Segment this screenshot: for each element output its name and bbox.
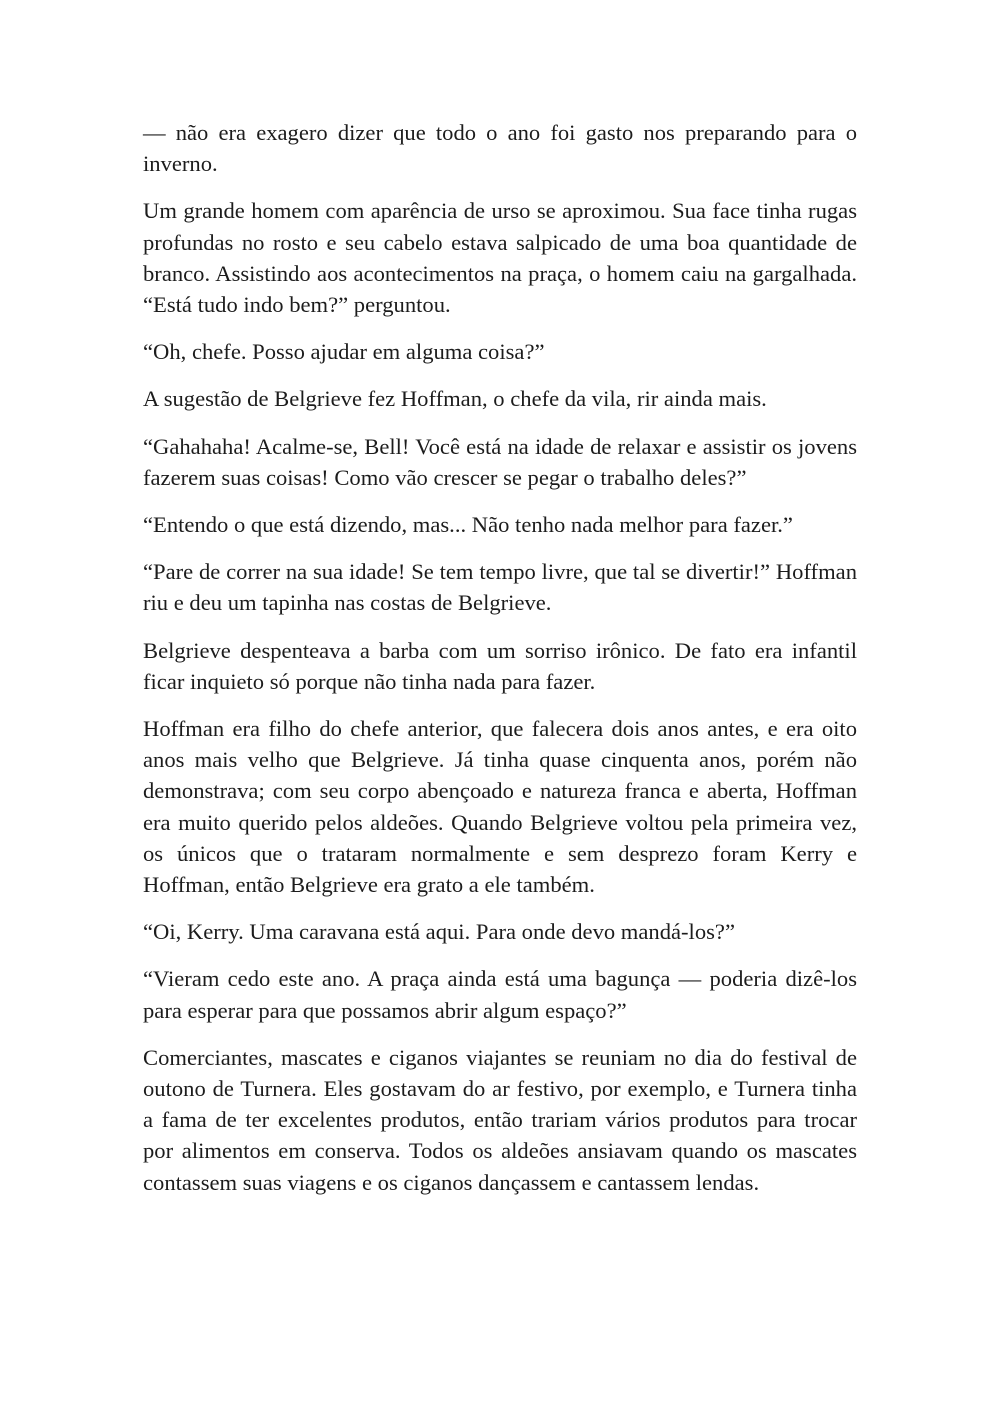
- paragraph: “Entendo o que está dizendo, mas... Não tenho nada melhor para fazer.”: [143, 512, 793, 538]
- paragraph: “Vieram cedo este ano. A praça ainda está uma bagunça — poderia dizê-los para esperar para que possamos abrir algum espaço?”: [143, 966, 857, 1023]
- paragraph: Hoffman era filho do chefe anterior, que falecera dois anos antes, e era oito anos mais velho que Belgrieve. Já tinha quase cinquenta anos, porém não demonstrava; com seu corpo abençoado e natureza franca e aberta, Hoffman era muito querido pelos aldeões. Quando Belgrieve voltou pela primeira vez, os únicos que o trataram normalmente e sem desprezo foram Kerry e Hoffman, então Belgrieve era grato a ele também.: [143, 716, 857, 898]
- paragraph: “Gahahaha! Acalme-se, Bell! Você está na idade de relaxar e assistir os jovens fazerem suas coisas! Como vão crescer se pegar o trabalho deles?”: [143, 433, 857, 490]
- paragraph: Belgrieve despenteava a barba com um sorriso irônico. De fato era infantil ficar inquieto só porque não tinha nada para fazer.: [143, 637, 857, 694]
- document-page: [143, 117, 857, 1214]
- paragraph: Comerciantes, mascates e ciganos viajantes se reuniam no dia do festival de outono de Turnera. Eles gostavam do ar festivo, por exemplo, e Turnera tinha a fama de ter excelentes produtos, então trariam vários produtos para trocar por alimentos em conserva. Todos os aldeões ansiavam quando os mascates contassem suas viagens e os ciganos dançassem e cantassem lendas.: [143, 1044, 857, 1195]
- paragraph: “Oi, Kerry. Uma caravana está aqui. Para onde devo mandá-los?”: [143, 919, 735, 945]
- paragraph: “Pare de correr na sua idade! Se tem tempo livre, que tal se divertir!” Hoffman riu e deu um tapinha nas costas de Belgrieve.: [143, 559, 857, 616]
- paragraph: “Oh, chefe. Posso ajudar em alguma coisa?”: [143, 339, 545, 365]
- paragraph: Um grande homem com aparência de urso se aproximou. Sua face tinha rugas profundas no rosto e seu cabelo estava salpicado de uma boa quantidade de branco. Assistindo aos acontecimentos na praça, o homem caiu na gargalhada. “Está tudo indo bem?” perguntou.: [143, 198, 857, 318]
- paragraph: — não era exagero dizer que todo o ano foi gasto nos preparando para o inverno.: [143, 120, 857, 177]
- paragraph: A sugestão de Belgrieve fez Hoffman, o chefe da vila, rir ainda mais.: [143, 386, 767, 412]
